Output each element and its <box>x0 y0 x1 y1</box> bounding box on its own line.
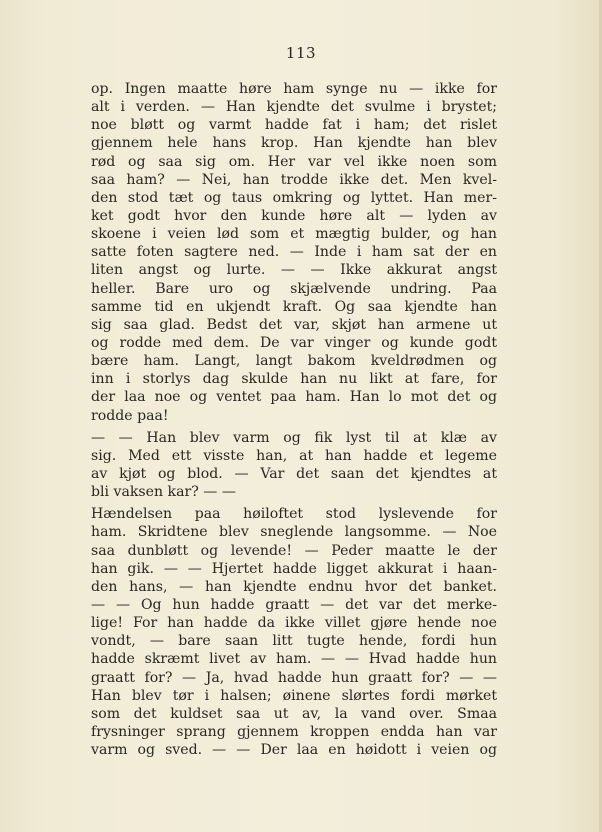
text-line: inn i storlys dag skulde han nu likt at fare, for <box>91 371 497 388</box>
text-line: han gik. — — Hjertet hadde ligget akkurat i haan- <box>91 560 497 577</box>
text-line: bli vaksen kar? — — <box>91 484 236 501</box>
text-line: der laa noe og ventet paa ham. Han lo mot det og <box>91 389 497 406</box>
text-line: frysninger sprang gjennem kroppen endda han var <box>91 723 497 740</box>
text-line: liten angst og lurte. — — Ikke akkurat angst <box>91 262 497 279</box>
text-line: ket godt hvor den kunde høre alt — lyden av <box>91 207 497 224</box>
text-line: gjennem hele hans krop. Han kjendte han blev <box>91 135 497 152</box>
text-line: bære ham. Langt, langt bakom kveldrødmen og <box>91 353 497 370</box>
text-line: samme tid en ukjendt kraft. Og saa kjendte han <box>91 298 497 315</box>
text-line: vondt, — bare saan litt tugte hende, fordi hun <box>91 633 497 650</box>
text-line: av kjøt og blod. — Var det saan det kjendtes at <box>91 465 497 482</box>
text-line: saa dunbløtt og levende! — Peder maatte le der <box>91 542 497 559</box>
text-line: rodde paa! <box>91 407 169 424</box>
text-line: varm og sved. — — Der laa en høidott i veien og <box>91 742 497 759</box>
text-line: ham. Skridtene blev sneglende langsomme. — Noe <box>91 524 497 541</box>
text-line: op. Ingen maatte høre ham synge nu — ikke for <box>91 81 497 97</box>
text-line: den stod tæt og taus omkring og lyttet. Han mer- <box>91 189 497 206</box>
page-number: 113 <box>285 44 317 62</box>
text-line: — — Og hun hadde graatt — det var det merke- <box>91 596 497 613</box>
text-line: heller. Bare uro og skjælvende undring. Paa <box>91 280 497 297</box>
text-line: satte foten sagtere ned. — Inde i ham sat der en <box>91 244 497 261</box>
text-line: Han blev tør i halsen; øinene slørtes fordi mørket <box>91 687 497 704</box>
text-line: skoene i veien lød som et mægtig bulder, og han <box>91 226 497 243</box>
text-line: — — Han blev varm og fik lyst til at klæ av <box>91 429 497 446</box>
text-line: som det kuldset saa ut av, la vand over. Smaa <box>91 705 497 722</box>
text-line: sig saa glad. Bedst det var, skjøt han armene ut <box>91 316 497 333</box>
text-line: Hændelsen paa høiloftet stod lyslevende for <box>91 506 497 523</box>
text-line: noe bløtt og varmt hadde fat i ham; det rislet <box>91 117 497 134</box>
text-line: sig. Med ett visste han, at han hadde et legeme <box>91 447 497 464</box>
text-line: lige! For han hadde da ikke villet gjøre hende noe <box>91 615 497 632</box>
body-text <box>91 80 497 759</box>
text-line: rød og saa sig om. Her var vel ikke noen som <box>91 153 497 170</box>
text-line: hadde skræmt livet av ham. — — Hvad hadde hun <box>91 651 497 668</box>
text-line: alt i verden. — Han kjendte det svulme i brystet; <box>91 99 497 116</box>
text-line: graatt for? — Ja, hvad hadde hun graatt for? — — <box>91 669 497 686</box>
text-line: saa ham? — Nei, han trodde ikke det. Men kvel- <box>91 171 497 188</box>
text-line: og rodde med dem. De var vinger og kunde godt <box>91 334 497 351</box>
text-line: den hans, — han kjendte endnu hvor det banket. <box>91 578 497 595</box>
